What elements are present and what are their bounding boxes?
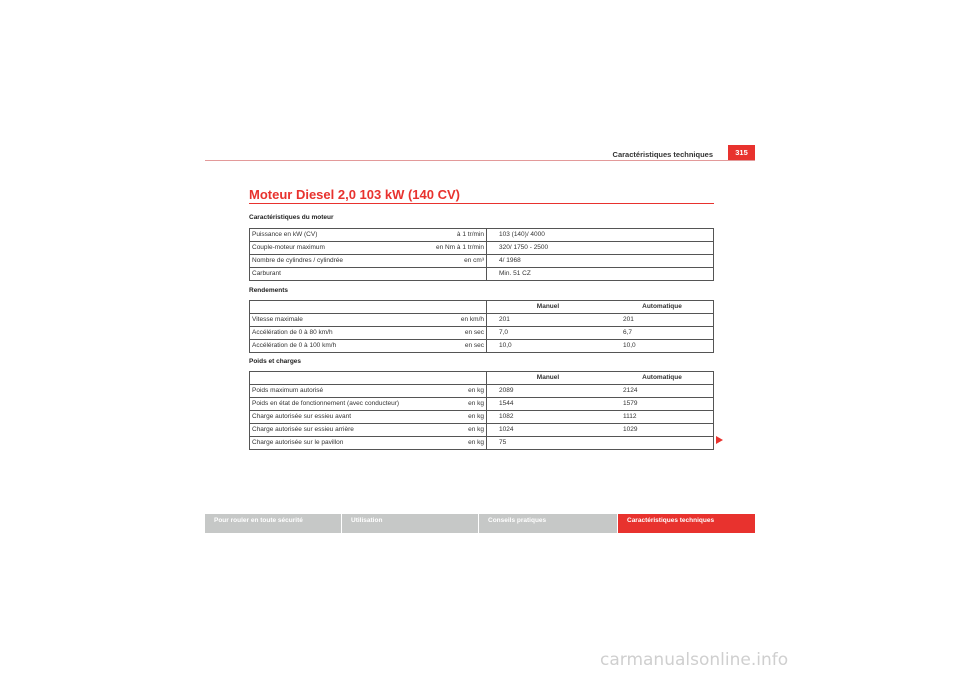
table-row <box>250 255 714 268</box>
engine-table <box>249 228 714 281</box>
row-label: Charge autorisée sur essieu arrière <box>250 424 403 437</box>
row-label: Carburant <box>250 268 403 281</box>
row-unit: en cm³ <box>402 255 487 268</box>
watermark: carmanualsonline.info <box>600 650 789 670</box>
row-label: Accélération de 0 à 100 km/h <box>250 340 403 353</box>
row-label: Vitesse maximale <box>250 314 403 327</box>
row-label: Accélération de 0 à 80 km/h <box>250 327 403 340</box>
row-label: Poids maximum autorisé <box>250 385 403 398</box>
weights-heading: Poids et charges <box>249 358 302 365</box>
row-manual: 10,0 <box>487 340 612 353</box>
row-auto: 6,7 <box>611 327 714 340</box>
column-header-auto: Automatique <box>642 303 682 310</box>
row-label: Poids en état de fonctionnement (avec conducteur) <box>250 398 403 411</box>
row-label: Nombre de cylindres / cylindrée <box>250 255 403 268</box>
header-section-title: Caractéristiques techniques <box>612 150 713 159</box>
table-row <box>250 411 714 424</box>
row-auto: 1579 <box>611 398 714 411</box>
performance-heading: Rendements <box>249 287 289 294</box>
table-header-row <box>250 372 714 385</box>
row-auto <box>611 437 714 450</box>
table-row <box>250 314 714 327</box>
table-row <box>250 437 714 450</box>
column-header-auto: Automatique <box>642 374 682 381</box>
weights-table <box>249 371 714 450</box>
column-header-manual: Manuel <box>536 303 560 310</box>
footer-tab-practical-tips[interactable]: Conseils pratiques <box>479 514 617 533</box>
row-value: 320/ 1750 - 2500 <box>487 242 714 255</box>
row-manual: 2089 <box>487 385 612 398</box>
table-row <box>250 340 714 353</box>
row-unit: en kg <box>402 385 487 398</box>
row-auto: 1029 <box>611 424 714 437</box>
table-row <box>250 268 714 281</box>
row-auto: 2124 <box>611 385 714 398</box>
page-number: 315 <box>728 145 755 160</box>
row-label: Charge autorisée sur le pavillon <box>250 437 403 450</box>
page-title: Moteur Diesel 2,0 103 kW (140 CV) <box>249 187 460 202</box>
table-row <box>250 242 714 255</box>
row-unit: à 1 tr/min <box>402 229 487 242</box>
footer-tab-technical-specs[interactable]: Caractéristiques techniques <box>618 514 755 533</box>
table-row <box>250 385 714 398</box>
row-manual: 1544 <box>487 398 612 411</box>
table-row <box>250 398 714 411</box>
title-rule <box>249 203 714 204</box>
row-manual: 1024 <box>487 424 612 437</box>
row-manual: 75 <box>487 437 612 450</box>
row-unit: en kg <box>402 424 487 437</box>
row-unit: en sec <box>402 340 487 353</box>
row-value: 103 (140)/ 4000 <box>487 229 714 242</box>
row-unit: en kg <box>402 411 487 424</box>
table-row <box>250 327 714 340</box>
engine-heading: Caractéristiques du moteur <box>249 214 334 221</box>
table-row <box>250 424 714 437</box>
row-label: Couple-moteur maximum <box>250 242 403 255</box>
row-unit <box>402 268 487 281</box>
row-label: Puissance en kW (CV) <box>250 229 403 242</box>
row-manual: 201 <box>487 314 612 327</box>
header-rule <box>205 160 755 161</box>
row-label: Charge autorisée sur essieu avant <box>250 411 403 424</box>
row-auto: 1112 <box>611 411 714 424</box>
row-auto: 201 <box>611 314 714 327</box>
footer-tab-safety[interactable]: Pour rouler en toute sécurité <box>205 514 341 533</box>
table-row <box>250 229 714 242</box>
row-unit: en Nm à 1 tr/min <box>402 242 487 255</box>
row-manual: 7,0 <box>487 327 612 340</box>
row-unit: en kg <box>402 398 487 411</box>
performance-table <box>249 300 714 353</box>
column-header-manual: Manuel <box>536 374 560 381</box>
row-manual: 1082 <box>487 411 612 424</box>
row-value: Min. 51 CZ <box>487 268 714 281</box>
row-auto: 10,0 <box>611 340 714 353</box>
row-unit: en km/h <box>402 314 487 327</box>
footer-tab-usage[interactable]: Utilisation <box>342 514 478 533</box>
row-value: 4/ 1968 <box>487 255 714 268</box>
table-header-row <box>250 301 714 314</box>
row-unit: en kg <box>402 437 487 450</box>
arrow-right-icon[interactable] <box>716 436 723 444</box>
row-unit: en sec <box>402 327 487 340</box>
